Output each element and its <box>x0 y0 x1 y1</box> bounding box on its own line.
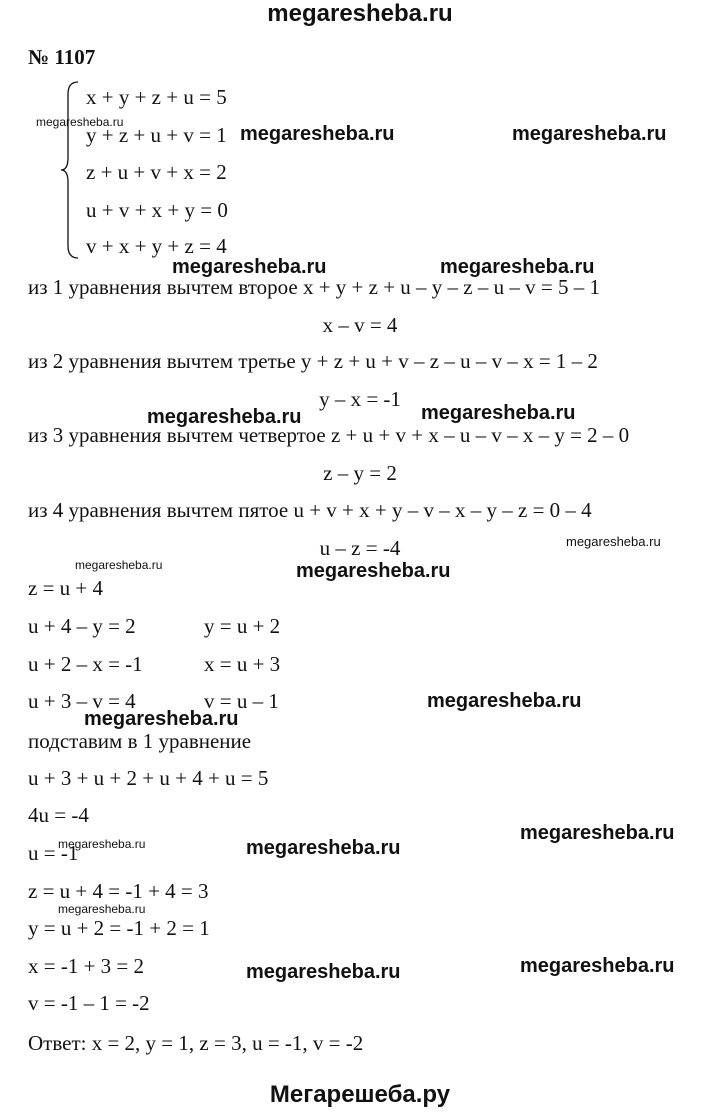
step-4-text: из 4 уравнения вычтем пятое u + v + x + y – v – x – y – z = 0 – 4 <box>28 498 592 522</box>
watermark: megaresheba.ru <box>75 558 163 572</box>
result-x: x = -1 + 3 = 2 <box>28 954 145 978</box>
answer: Ответ: x = 2, y = 1, z = 3, u = -1, v = -2 <box>28 1031 364 1055</box>
pair-3-left: u + 3 – v = 4 <box>28 689 136 713</box>
step-1-text: из 1 уравнения вычтем второе x + y + z + u – y – z – u – v = 5 – 1 <box>28 275 600 299</box>
substitution-intro: подставим в 1 уравнение <box>28 729 252 753</box>
watermark: megaresheba.ru <box>246 837 401 859</box>
step-4-result: u – z = -4 <box>319 536 401 560</box>
system-equation-4: u + v + x + y = 0 <box>86 198 228 222</box>
watermark: megaresheba.ru <box>520 822 675 844</box>
watermark: megaresheba.ru <box>172 256 327 278</box>
step-2-text: из 2 уравнения вычтем третье y + z + u + v – z – u – v – x = 1 – 2 <box>28 349 598 373</box>
z-expression: z = u + 4 <box>28 576 104 600</box>
system-brace-icon <box>60 80 82 260</box>
system-equation-1: x + y + z + u = 5 <box>86 85 227 109</box>
pair-2-left: u + 2 – x = -1 <box>28 652 143 676</box>
system-equation-3: z + u + v + x = 2 <box>86 160 227 184</box>
watermark: megaresheba.ru <box>520 955 675 977</box>
pair-3-right: v = u – 1 <box>204 689 279 713</box>
step-2-result: y – x = -1 <box>319 387 401 411</box>
watermark: megaresheba.ru <box>58 837 146 851</box>
watermark: megaresheba.ru <box>36 115 124 129</box>
step-3-text: из 3 уравнения вычтем четвертое z + u + v + x – u – v – x – y = 2 – 0 <box>28 423 630 447</box>
step-1-result: x – v = 4 <box>322 313 398 337</box>
watermark: megaresheba.ru <box>296 560 451 582</box>
watermark: megaresheba.ru <box>246 961 401 983</box>
watermark: megaresheba.ru <box>84 708 239 730</box>
system-equation-5: v + x + y + z = 4 <box>86 234 227 258</box>
system-equation-2: y + z + u + v = 1 <box>86 123 227 147</box>
result-v: v = -1 – 1 = -2 <box>28 991 150 1015</box>
pair-2-right: x = u + 3 <box>204 652 281 676</box>
watermark: megaresheba.ru <box>427 690 582 712</box>
substitution-equation: u + 3 + u + 2 + u + 4 + u = 5 <box>28 766 269 790</box>
result-y: y = u + 2 = -1 + 2 = 1 <box>28 916 210 940</box>
step-3-result: z – y = 2 <box>323 461 397 485</box>
task-number: № 1107 <box>28 45 96 69</box>
pair-1-left: u + 4 – y = 2 <box>28 614 136 638</box>
result-z: z = u + 4 = -1 + 4 = 3 <box>28 879 209 903</box>
watermark: megaresheba.ru <box>240 123 395 145</box>
watermark: megaresheba.ru <box>512 123 667 145</box>
watermark: megaresheba.ru <box>58 902 146 916</box>
u-value: u = -1 <box>28 841 79 865</box>
watermark: megaresheba.ru <box>147 406 302 428</box>
watermark: megaresheba.ru <box>440 256 595 278</box>
substitution-simplified: 4u = -4 <box>28 803 89 827</box>
pair-1-right: y = u + 2 <box>204 614 281 638</box>
site-footer: Мегарешеба.ру <box>269 1081 451 1108</box>
watermark: megaresheba.ru <box>421 402 576 424</box>
site-header: megaresheba.ru <box>267 0 453 27</box>
watermark: megaresheba.ru <box>566 534 661 549</box>
